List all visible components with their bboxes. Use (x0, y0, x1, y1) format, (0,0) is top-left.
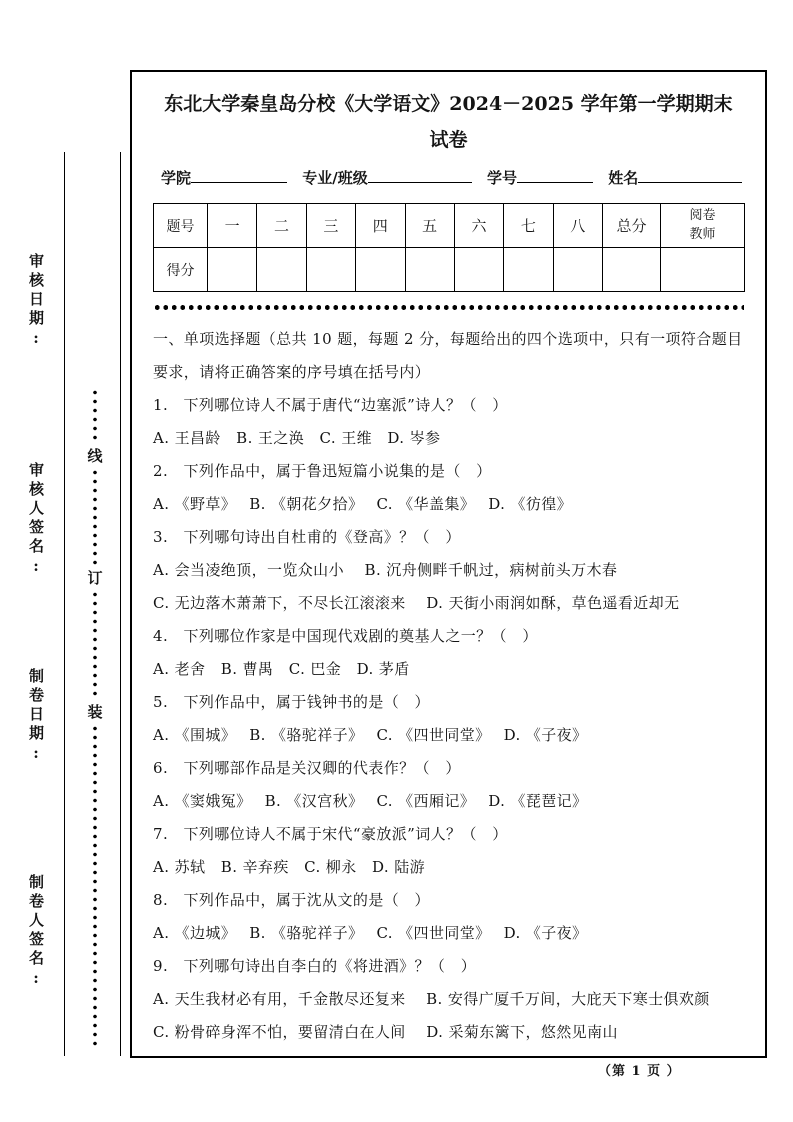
score-table-empty-cell (306, 248, 355, 292)
score-table-header-row (154, 204, 745, 248)
question-options-line: A. 《围城》 B. 《骆驼祥子》 C. 《四世同堂》 D. 《子夜》 (153, 726, 588, 744)
margin-label-reviewer-signature: 审核人签名: (27, 462, 45, 579)
question-options-line: A. 《窦娥冤》 B. 《汉宫秋》 C. 《西厢记》 D. 《琵琶记》 (153, 792, 588, 810)
binding-dots (93, 468, 97, 566)
exam-title-line1: 东北大学秦皇岛分校《大学语文》2024－2025 学年第一学期期末 (164, 93, 733, 115)
question-options-line: C. 粉骨碎身浑不怕，要留清白在人间 D. 采菊东篱下，悠然见南山 (153, 1023, 618, 1041)
question-options-line: A. 会当凌绝顶，一览众山小 B. 沉舟侧畔千帆过，病树前头万木春 (153, 561, 618, 579)
question-options-line: C. 无边落木萧萧下，不尽长江滚滚来 D. 天街小雨润如酥，草色遥看近却无 (153, 594, 680, 612)
score-table-corner-score: 得分 (154, 248, 208, 292)
score-table-score-row (154, 248, 745, 292)
field-label-name: 姓名 (608, 169, 639, 187)
margin-label-papermaking-date: 制卷日期: (27, 668, 45, 766)
score-table-numeral-cell: 六 (454, 204, 503, 248)
margin-label-papermaker-signature: 制卷人签名: (27, 874, 45, 991)
question-text: 7. 下列哪位诗人不属于宋代“豪放派”词人？（ ） (153, 825, 508, 843)
field-blank-major-class (368, 169, 472, 183)
binding-dots (93, 590, 97, 700)
question-text: 8. 下列作品中，属于沈从文的是（ ） (153, 891, 430, 909)
student-info-row (153, 167, 744, 188)
page-footer: （第 1 页 ） (598, 1064, 681, 1079)
score-table-corner-question-number: 题号 (154, 204, 208, 248)
content-box (130, 70, 767, 1058)
field-label-student-id: 学号 (486, 169, 517, 187)
question-text: 6. 下列哪部作品是关汉卿的代表作？（ ） (153, 759, 461, 777)
score-table-empty-cell (405, 248, 454, 292)
score-table-numeral-cell: 四 (356, 204, 405, 248)
binding-dots (93, 388, 97, 444)
field-blank-name (638, 169, 742, 183)
question-options-line: A. 天生我材必有用，千金散尽还复来 B. 安得广厦千万间，大庇天下寒士俱欢颜 (153, 990, 710, 1008)
margin-rule-right (120, 152, 121, 1056)
score-table-empty-cell (356, 248, 405, 292)
question-item (153, 620, 744, 686)
score-table-numeral-cell: 三 (306, 204, 355, 248)
question-options-line: A. 苏轼 B. 辛弃疾 C. 柳永 D. 陆游 (153, 858, 426, 876)
question-text: 1. 下列哪位诗人不属于唐代“边塞派”诗人？（ ） (153, 396, 508, 414)
score-table-empty-cell (257, 248, 306, 292)
question-options-line: A. 王昌龄 B. 王之涣 C. 王维 D. 岑参 (153, 429, 441, 447)
score-table-numeral-cell: 二 (257, 204, 306, 248)
question-item (153, 752, 744, 818)
question-options-line: A. 《野草》 B. 《朝花夕拾》 C. 《华盖集》 D. 《彷徨》 (153, 495, 573, 513)
score-table-grader-header (661, 204, 745, 248)
question-text: 5. 下列作品中，属于钱钟书的是（ ） (153, 693, 430, 711)
question-text: 9. 下列哪句诗出自李白的《将进酒》？（ ） (153, 957, 477, 975)
score-table-numeral-cell: 五 (405, 204, 454, 248)
field-blank-college (191, 169, 287, 183)
field-label-college: 学院 (161, 169, 192, 187)
question-options-line: A. 《边城》 B. 《骆驼祥子》 C. 《四世同堂》 D. 《子夜》 (153, 924, 588, 942)
score-table-empty-cell (208, 248, 257, 292)
question-item (153, 818, 744, 884)
score-table-empty-cell (454, 248, 503, 292)
score-table-numeral-cell: 八 (553, 204, 602, 248)
question-options-line: A. 老舍 B. 曹禺 C. 巴金 D. 茅盾 (153, 660, 410, 678)
question-item (153, 686, 744, 752)
field-label-major-class: 专业/班级 (302, 169, 368, 187)
score-table-empty-cell (603, 248, 661, 292)
dotted-separator (153, 304, 744, 311)
section-intro: 一、单项选择题（总共 10 题，每题 2 分，每题给出的四个选项中，只有一项符合题目要求，请将正确答案的序号填在括号内） (153, 330, 743, 381)
score-table-numeral-cell: 七 (504, 204, 553, 248)
field-blank-student-id (517, 169, 593, 183)
margin-label-review-date: 审核日期: (27, 253, 45, 351)
question-text: 4. 下列哪位作家是中国现代戏剧的奠基人之一？（ ） (153, 627, 538, 645)
score-table-grader-label: 阅卷教师 (689, 207, 716, 242)
score-table (153, 203, 745, 292)
binding-char-bind: 装 (87, 703, 103, 721)
binding-line (86, 388, 104, 1048)
binding-char-staple: 订 (87, 569, 103, 587)
binding-dots (93, 724, 97, 1048)
score-table-empty-cell (661, 248, 745, 292)
score-table-empty-cell (553, 248, 602, 292)
margin-rule-left (64, 152, 65, 1056)
question-text: 2. 下列作品中，属于鲁迅短篇小说集的是（ ） (153, 462, 492, 480)
binding-char-line: 线 (87, 447, 103, 465)
exam-title (153, 86, 744, 158)
score-table-empty-cell (504, 248, 553, 292)
questions-list (153, 389, 744, 1049)
question-text: 3. 下列哪句诗出自杜甫的《登高》？（ ） (153, 528, 461, 546)
exam-title-line2: 试卷 (429, 129, 468, 151)
question-item (153, 950, 744, 1049)
question-item (153, 389, 744, 455)
question-item (153, 521, 744, 620)
score-table-numeral-cell: 一 (208, 204, 257, 248)
question-item (153, 455, 744, 521)
score-table-total-header: 总分 (603, 204, 661, 248)
question-item (153, 884, 744, 950)
